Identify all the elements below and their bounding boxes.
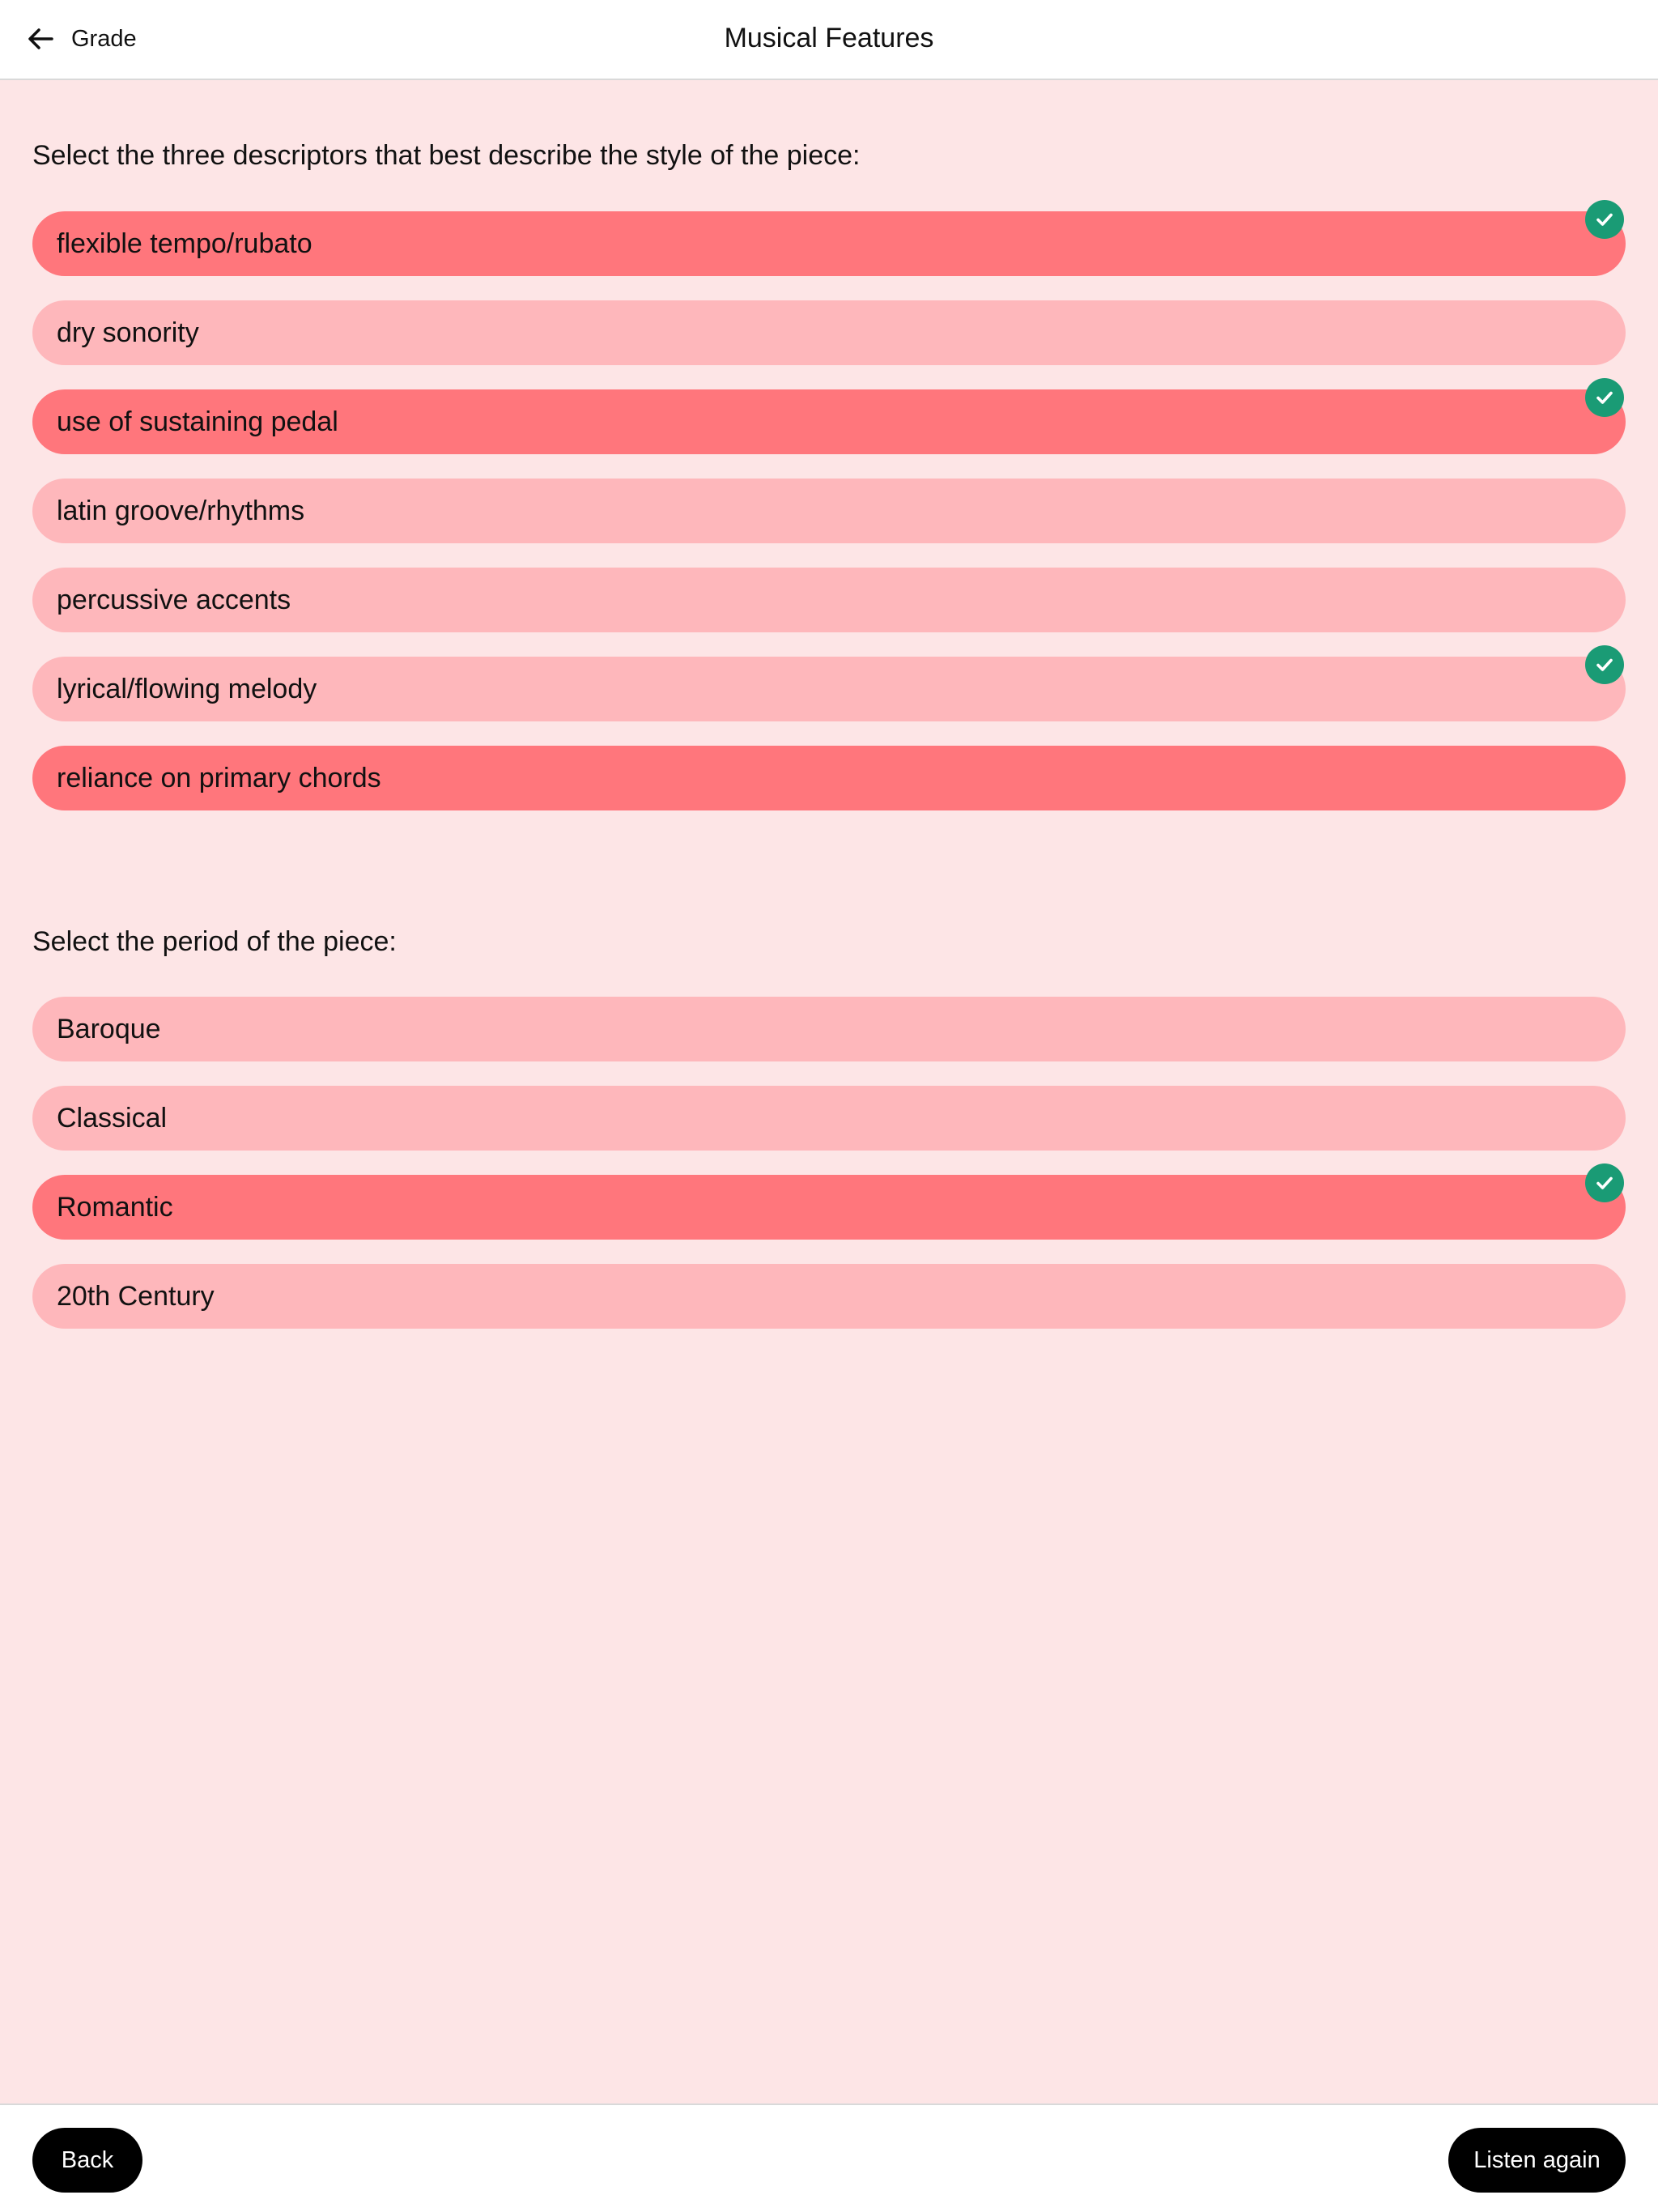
period-prompt: Select the period of the piece: [32, 926, 397, 957]
option-label: flexible tempo/rubato [57, 228, 312, 259]
option-label: percussive accents [57, 584, 291, 615]
bottom-bar [0, 2104, 1658, 2212]
option-label: 20th Century [57, 1280, 215, 1312]
check-circle-icon [1585, 645, 1624, 684]
option-label: use of sustaining pedal [57, 406, 338, 437]
period-option-classical[interactable] [32, 1086, 1626, 1151]
page-title: Musical Features [724, 23, 934, 53]
option-label: dry sonority [57, 317, 199, 348]
back-link-label: Grade [71, 25, 137, 52]
descriptor-option-lyrical-melody[interactable] [32, 657, 1626, 721]
option-label: Romantic [57, 1191, 173, 1223]
descriptor-option-dry-sonority[interactable] [32, 300, 1626, 365]
check-circle-icon [1585, 378, 1624, 417]
check-circle-icon [1585, 200, 1624, 239]
check-circle-icon [1585, 1163, 1624, 1202]
period-option-20th-century[interactable] [32, 1264, 1626, 1329]
option-label: reliance on primary chords [57, 762, 381, 793]
option-label: lyrical/flowing melody [57, 673, 317, 704]
period-option-romantic[interactable] [32, 1175, 1626, 1240]
option-label: Baroque [57, 1013, 161, 1044]
descriptor-option-sustaining-pedal[interactable] [32, 389, 1626, 454]
descriptor-option-percussive-accents[interactable] [32, 568, 1626, 632]
period-option-baroque[interactable] [32, 997, 1626, 1061]
descriptor-option-flexible-tempo[interactable] [32, 211, 1626, 276]
option-label: Classical [57, 1102, 168, 1134]
listen-again-button[interactable]: Listen again [1448, 2128, 1626, 2193]
descriptor-option-latin-groove[interactable] [32, 479, 1626, 543]
option-label: latin groove/rhythms [57, 495, 305, 526]
back-button[interactable]: Back [32, 2128, 142, 2193]
descriptor-option-primary-chords[interactable] [32, 746, 1626, 810]
top-bar [0, 0, 1658, 80]
descriptors-prompt: Select the three descriptors that best describe the style of the piece: [32, 140, 861, 171]
